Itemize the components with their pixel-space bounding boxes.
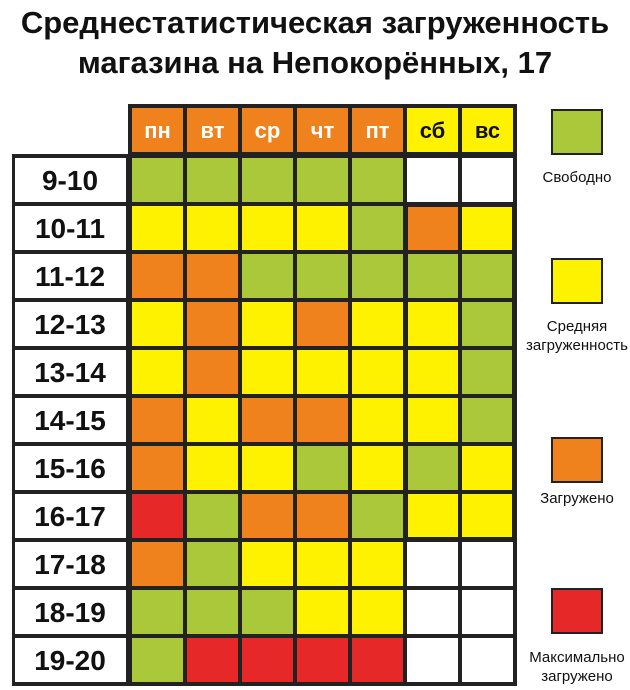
cell-r7-c1 xyxy=(187,494,238,538)
cell-r10-c5 xyxy=(407,638,458,682)
cell-r6-c4 xyxy=(352,446,403,490)
day-label-1: вт xyxy=(200,118,225,143)
day-label-0: пн xyxy=(144,118,171,143)
day-label-2: ср xyxy=(254,118,281,143)
cell-r6-c0 xyxy=(132,446,183,490)
cell-r7-c5 xyxy=(407,494,458,538)
day-label-4: пт xyxy=(365,118,390,143)
hour-label-0: 9-10 xyxy=(41,165,99,196)
cell-r7-c2 xyxy=(242,494,293,538)
cell-r1-c6 xyxy=(462,206,513,250)
cell-r1-c3 xyxy=(297,206,348,250)
cell-r3-c0 xyxy=(132,302,183,346)
cell-r6-c1 xyxy=(187,446,238,490)
cell-r5-c2 xyxy=(242,398,293,442)
cell-r9-c2 xyxy=(242,590,293,634)
cell-r10-c2 xyxy=(242,638,293,682)
cell-r0-c1 xyxy=(187,158,238,202)
cell-r5-c0 xyxy=(132,398,183,442)
cell-r2-c3 xyxy=(297,254,348,298)
cell-r3-c2 xyxy=(242,302,293,346)
cell-r0-c0 xyxy=(132,158,183,202)
legend-swatch-busy xyxy=(551,437,603,483)
cell-r8-c3 xyxy=(297,542,348,586)
hour-label-3: 12-13 xyxy=(34,309,106,340)
cell-r2-c2 xyxy=(242,254,293,298)
chart-title-line1: Среднестатистическая загруженность xyxy=(20,5,610,40)
cell-r1-c1 xyxy=(187,206,238,250)
cell-r6-c5 xyxy=(407,446,458,490)
cell-r0-c2 xyxy=(242,158,293,202)
cell-r9-c4 xyxy=(352,590,403,634)
cell-r2-c4 xyxy=(352,254,403,298)
cell-r8-c6 xyxy=(462,542,513,586)
cell-r9-c0 xyxy=(132,590,183,634)
cell-r10-c1 xyxy=(187,638,238,682)
cell-r0-c4 xyxy=(352,158,403,202)
cell-r10-c3 xyxy=(297,638,348,682)
legend-label-medium: Средняя загруженность xyxy=(525,318,628,354)
cell-r10-c4 xyxy=(352,638,403,682)
cell-r0-c6 xyxy=(462,158,513,202)
day-label-3: чт xyxy=(310,118,335,143)
hour-label-8: 17-18 xyxy=(34,549,106,580)
cell-r4-c0 xyxy=(132,350,183,394)
day-label-6: вс xyxy=(474,118,501,143)
cell-r1-c2 xyxy=(242,206,293,250)
cell-r10-c0 xyxy=(132,638,183,682)
legend-swatch-medium xyxy=(551,258,603,304)
hour-label-9: 18-19 xyxy=(34,597,106,628)
cell-r8-c1 xyxy=(187,542,238,586)
legend-swatch-free xyxy=(551,109,603,155)
cell-r5-c1 xyxy=(187,398,238,442)
legend-label-busy: Загружено xyxy=(540,490,614,507)
cell-r5-c5 xyxy=(407,398,458,442)
cell-r7-c0 xyxy=(132,494,183,538)
cell-r3-c6 xyxy=(462,302,513,346)
hour-label-4: 13-14 xyxy=(34,357,106,388)
cell-r9-c5 xyxy=(407,590,458,634)
cell-r7-c4 xyxy=(352,494,403,538)
cell-r4-c5 xyxy=(407,350,458,394)
cell-r5-c4 xyxy=(352,398,403,442)
cell-r2-c6 xyxy=(462,254,513,298)
cell-r2-c0 xyxy=(132,254,183,298)
cell-r3-c3 xyxy=(297,302,348,346)
hour-label-6: 15-16 xyxy=(34,453,106,484)
cell-r6-c3 xyxy=(297,446,348,490)
cell-r4-c4 xyxy=(352,350,403,394)
cell-r10-c6 xyxy=(462,638,513,682)
legend-swatch-max xyxy=(551,588,603,634)
cell-r1-c4 xyxy=(352,206,403,250)
cell-r4-c3 xyxy=(297,350,348,394)
cell-r4-c1 xyxy=(187,350,238,394)
cell-r6-c6 xyxy=(462,446,513,490)
cell-r0-c3 xyxy=(297,158,348,202)
cell-r9-c3 xyxy=(297,590,348,634)
cell-r2-c1 xyxy=(187,254,238,298)
chart-title-line2: магазина на Непокорённых, 17 xyxy=(77,45,553,80)
cell-r8-c4 xyxy=(352,542,403,586)
hour-label-1: 10-11 xyxy=(34,213,106,244)
legend-label-max: Максимально загружено xyxy=(529,649,625,685)
legend-label-free: Свободно xyxy=(542,169,612,186)
cell-r1-c5 xyxy=(407,206,458,250)
cell-r4-c6 xyxy=(462,350,513,394)
cell-r5-c3 xyxy=(297,398,348,442)
day-label-5: сб xyxy=(419,118,446,143)
cell-r7-c3 xyxy=(297,494,348,538)
cell-r3-c5 xyxy=(407,302,458,346)
hour-label-10: 19-20 xyxy=(34,645,106,676)
hour-label-2: 11-12 xyxy=(34,261,106,292)
cell-r9-c6 xyxy=(462,590,513,634)
cell-r3-c1 xyxy=(187,302,238,346)
cell-r9-c1 xyxy=(187,590,238,634)
cell-r8-c0 xyxy=(132,542,183,586)
cell-r7-c6 xyxy=(462,494,513,538)
cell-r8-c2 xyxy=(242,542,293,586)
cell-r1-c0 xyxy=(132,206,183,250)
cell-r6-c2 xyxy=(242,446,293,490)
cell-r4-c2 xyxy=(242,350,293,394)
hour-label-7: 16-17 xyxy=(34,501,106,532)
cell-r8-c5 xyxy=(407,542,458,586)
hour-label-5: 14-15 xyxy=(34,405,106,436)
cell-r0-c5 xyxy=(407,158,458,202)
cell-r5-c6 xyxy=(462,398,513,442)
cell-r3-c4 xyxy=(352,302,403,346)
cell-r2-c5 xyxy=(407,254,458,298)
